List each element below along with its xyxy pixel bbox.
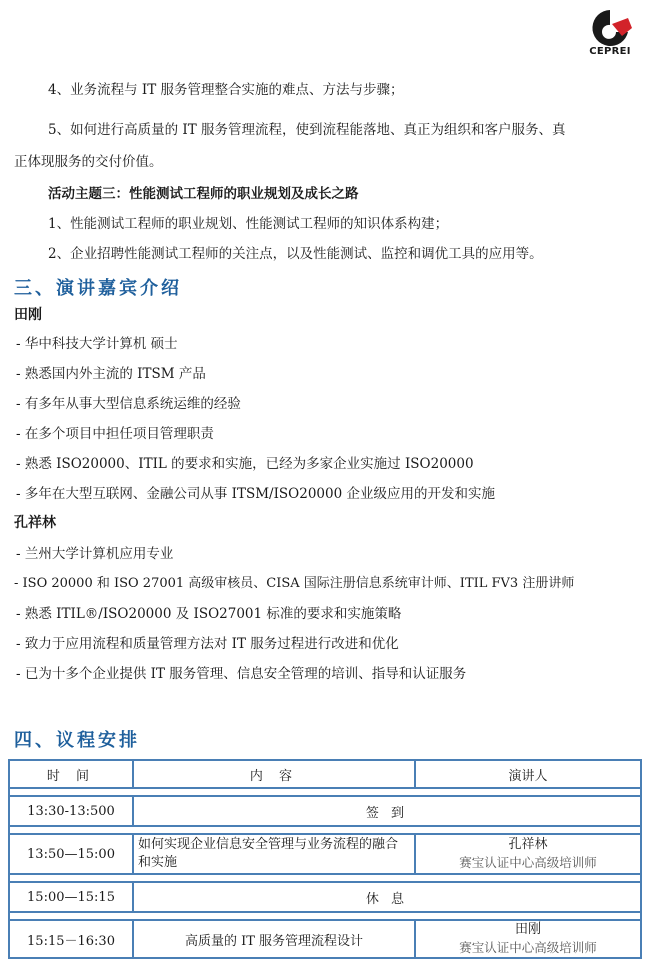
speaker-1-item: - 熟悉国内外主流的 ITSM 产品: [16, 366, 206, 382]
item-4: 4、业务流程与 IT 服务管理整合实施的难点、方法与步骤；: [48, 82, 404, 98]
speaker-1-name: 田刚: [14, 307, 42, 323]
agenda-time: 13:50—15:00: [9, 834, 133, 874]
agenda-speaker: [415, 834, 641, 874]
speaker-1-item: - 熟悉 ISO20000、ITIL 的要求和实施，已经为多家企业实施过 ISO20000: [16, 456, 474, 472]
speaker-2-item: - 熟悉 ITIL®/ISO20000 及 ISO27001 标准的要求和实施策略: [16, 606, 402, 622]
agenda-time: 15:00—15:15: [9, 882, 133, 912]
speaker-title: 赛宝认证中心高级培训师: [459, 940, 597, 955]
agenda-time: 15:15－16:30: [9, 920, 133, 958]
speaker-1-item: - 华中科技大学计算机 硕士: [16, 336, 178, 352]
agenda-row: [9, 882, 641, 912]
speaker-name: 孔祥林: [508, 837, 548, 852]
theme-3-item-1: 1、性能测试工程师的职业规划、性能测试工程师的知识体系构建；: [48, 216, 449, 232]
speaker-2-name: 孔祥林: [14, 515, 56, 531]
agenda-table: [8, 759, 642, 959]
speaker-1-item: - 在多个项目中担任项目管理职责: [16, 426, 214, 442]
agenda-content: 高质量的 IT 服务管理流程设计: [133, 920, 415, 958]
item-5-line1: 5、如何进行高质量的 IT 服务管理流程，使到流程能落地、真正为组织和客户服务、真: [48, 122, 566, 138]
agenda-content: 签 到: [133, 796, 641, 826]
speaker-title: 赛宝认证中心高级培训师: [459, 855, 597, 870]
section-3-title: 三、演讲嘉宾介绍: [14, 278, 182, 299]
theme-3-heading: 活动主题三：性能测试工程师的职业规划及成长之路: [48, 186, 359, 202]
speaker-2-item: - 已为十多个企业提供 IT 服务管理、信息安全管理的培训、指导和认证服务: [16, 666, 467, 682]
agenda-content: 如何实现企业信息安全管理与业务流程的融合和实施: [133, 834, 415, 874]
speaker-2-item: - ISO 20000 和 ISO 27001 高级审核员、CISA 国际注册信息系统审计师、ITIL FV3 注册讲师: [14, 576, 575, 591]
speaker-1-item: - 有多年从事大型信息系统运维的经验: [16, 396, 241, 412]
logo-text: CEPREI: [589, 46, 631, 57]
speaker-2-item: - 致力于应用流程和质量管理方法对 IT 服务过程进行改进和优化: [16, 636, 399, 652]
agenda-row: [9, 834, 641, 874]
speaker-1-item: - 多年在大型互联网、金融公司从事 ITSM/ISO20000 企业级应用的开发和实施: [16, 486, 495, 502]
agenda-speaker: [415, 920, 641, 958]
theme-3-item-2: 2、企业招聘性能测试工程师的关注点，以及性能测试、监控和调优工具的应用等。: [48, 246, 543, 262]
agenda-content: 休 息: [133, 882, 641, 912]
agenda-row: [9, 920, 641, 958]
item-5-line2: 正体现服务的交付价值。: [14, 154, 163, 170]
agenda-row: [9, 796, 641, 826]
header-content: 内 容: [133, 760, 415, 788]
section-4-title: 四、议程安排: [14, 730, 140, 751]
agenda-time: 13:30-13:500: [9, 796, 133, 826]
agenda-header-row: [9, 760, 641, 788]
header-speaker: 演讲人: [415, 760, 641, 788]
header-time: 时 间: [9, 760, 133, 788]
speaker-name: 田刚: [514, 922, 541, 937]
speaker-2-item: - 兰州大学计算机应用专业: [16, 546, 174, 562]
